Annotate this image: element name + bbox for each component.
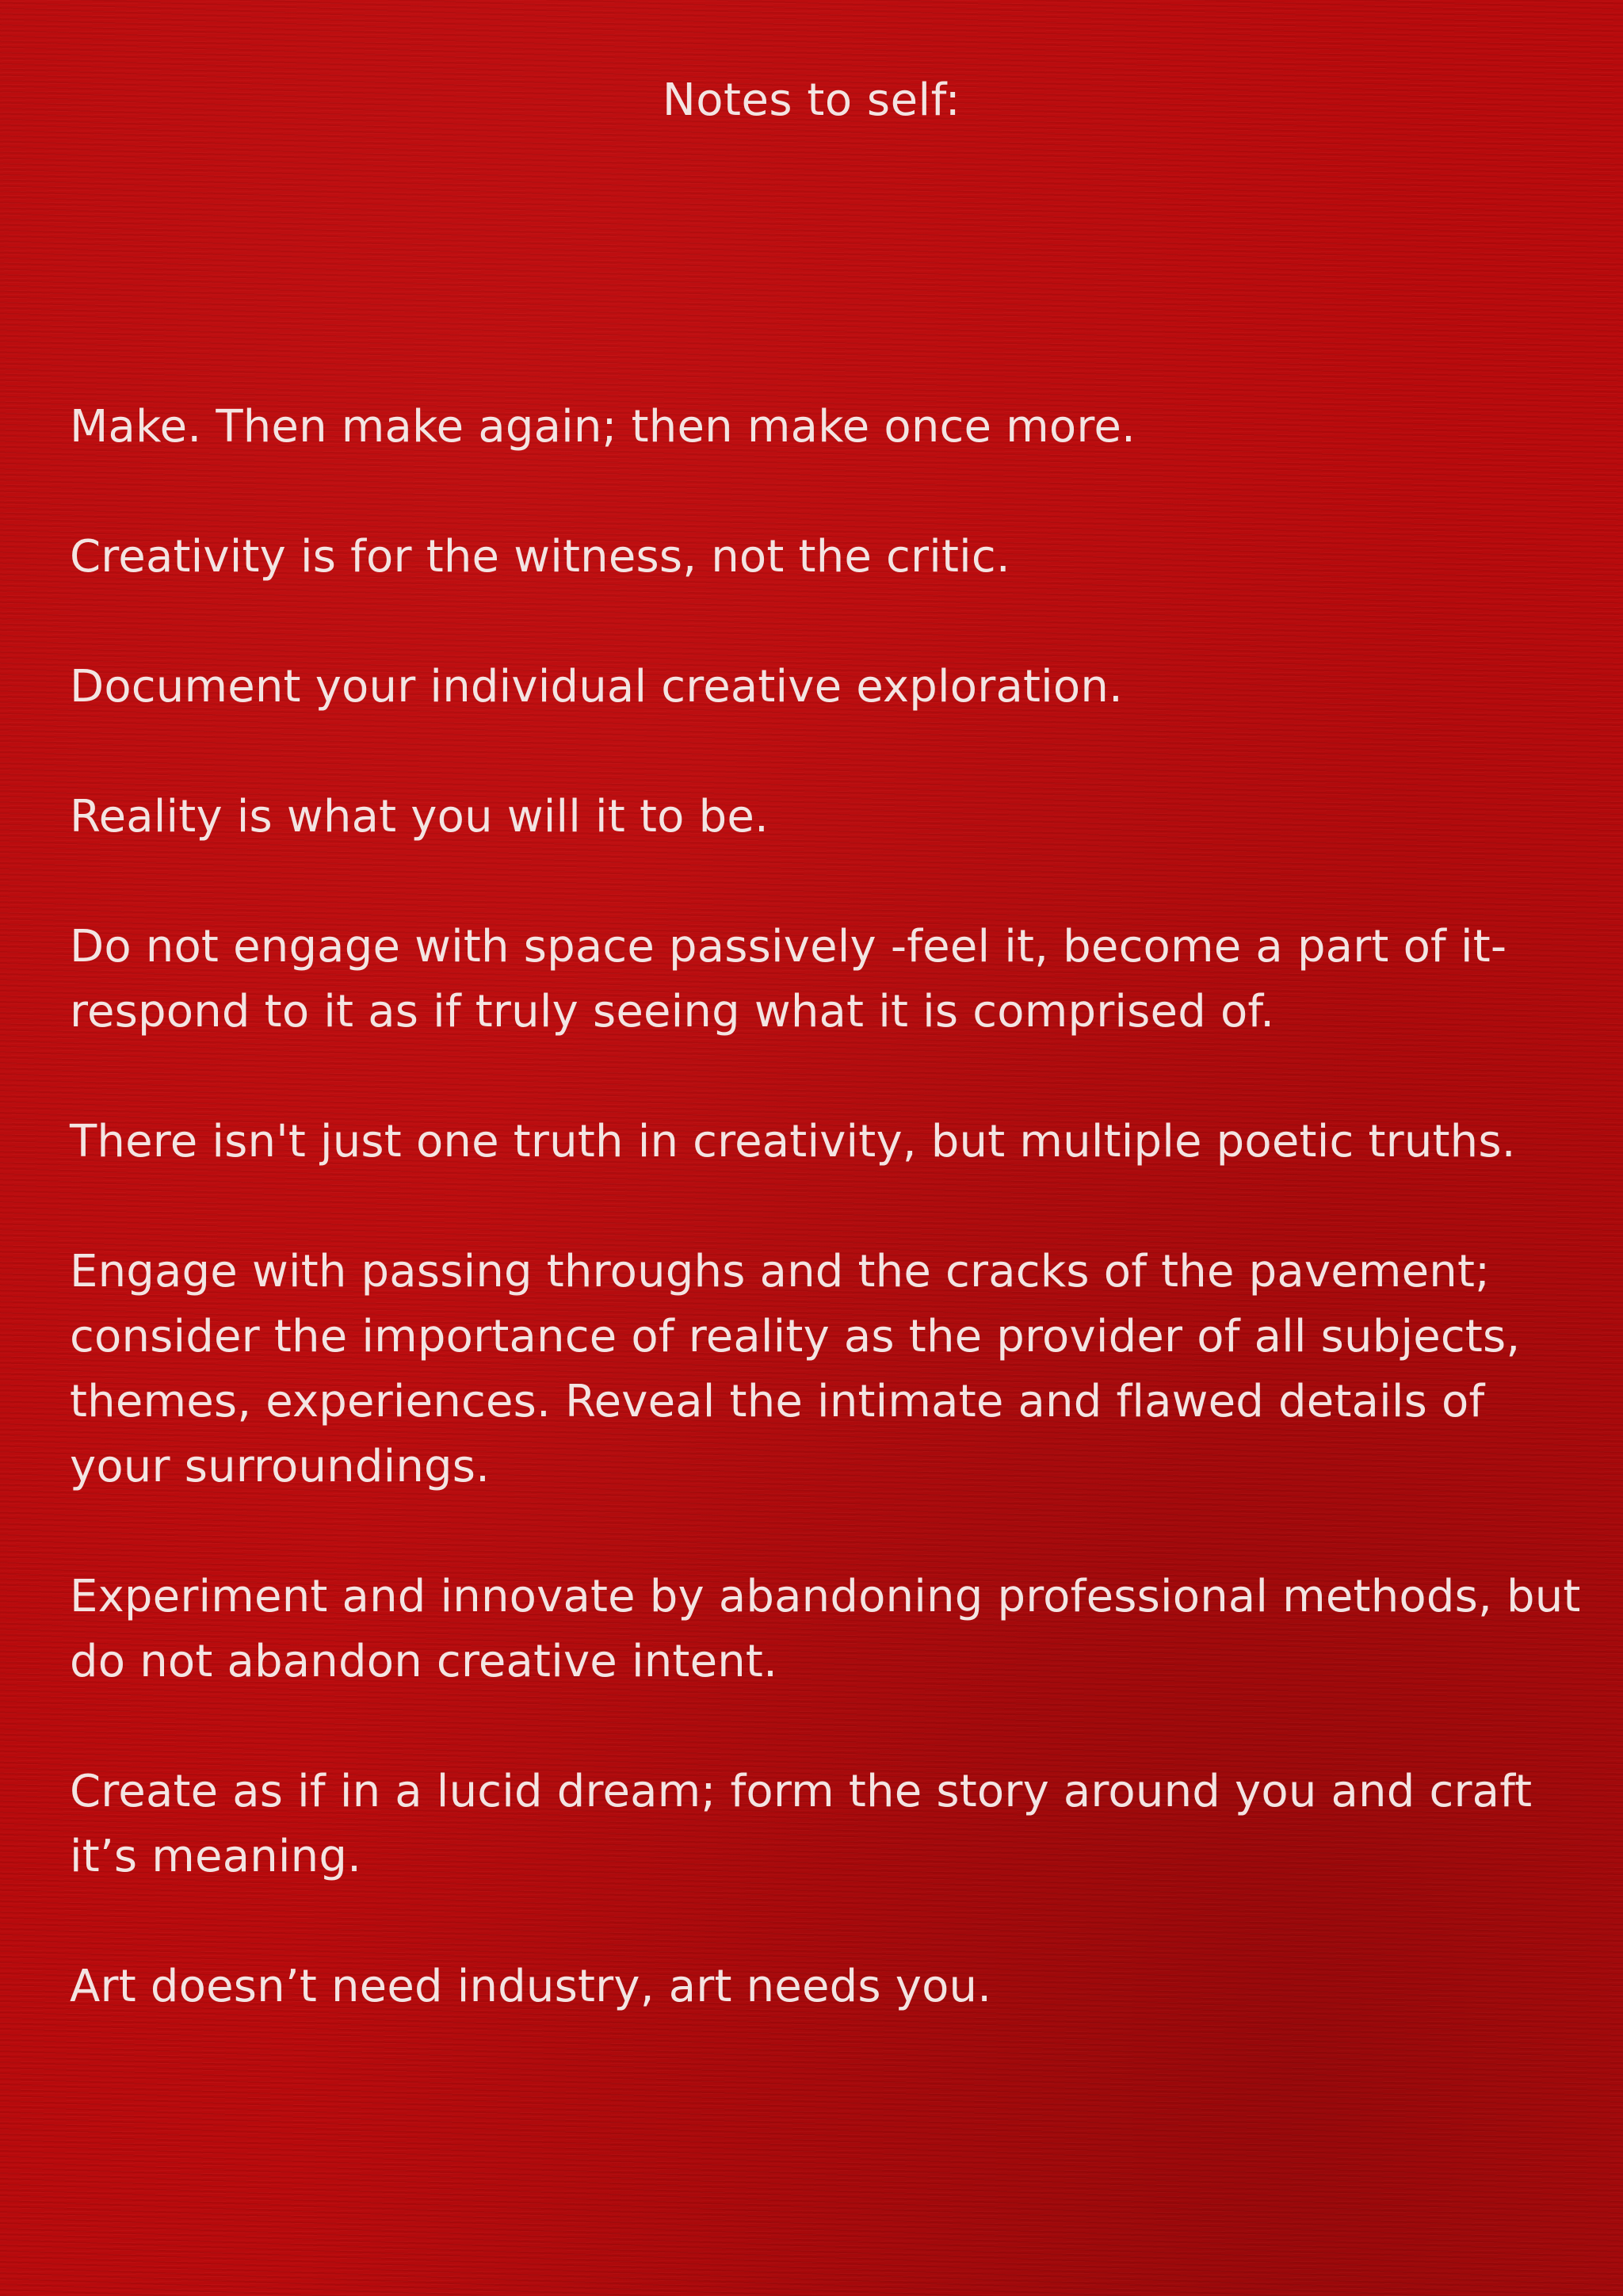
note-item: Make. Then make again; then make once more. [70,401,1136,453]
note-item: Creativity is for the witness, not the critic. [70,531,1010,583]
note-item: There isn't just one truth in creativity, but multiple poetic truths. [70,1116,1516,1167]
page-title: Notes to self: [662,74,961,126]
notes-list [70,395,1591,2019]
note-item: Engage with passing throughs and the cracks of the pavement; consider the importance of reality as the provider of all subjects, themes, experiences. Reveal the intimate and flawed details of your surroundings. [70,1246,1521,1492]
note-item: Reality is what you will it to be. [70,791,769,842]
note-item: Do not engage with space passively -feel it, become a part of it- respond to it as if truly seeing what it is comprised of. [70,921,1507,1037]
note-item: Art doesn’t need industry, art needs you. [70,1961,992,2012]
note-item: Create as if in a lucid dream; form the story around you and craft it’s meaning. [70,1766,1533,1882]
note-item: Experiment and innovate by abandoning professional methods, but do not abandon creative intent. [70,1571,1581,1687]
note-item: Document your individual creative exploration. [70,661,1124,712]
